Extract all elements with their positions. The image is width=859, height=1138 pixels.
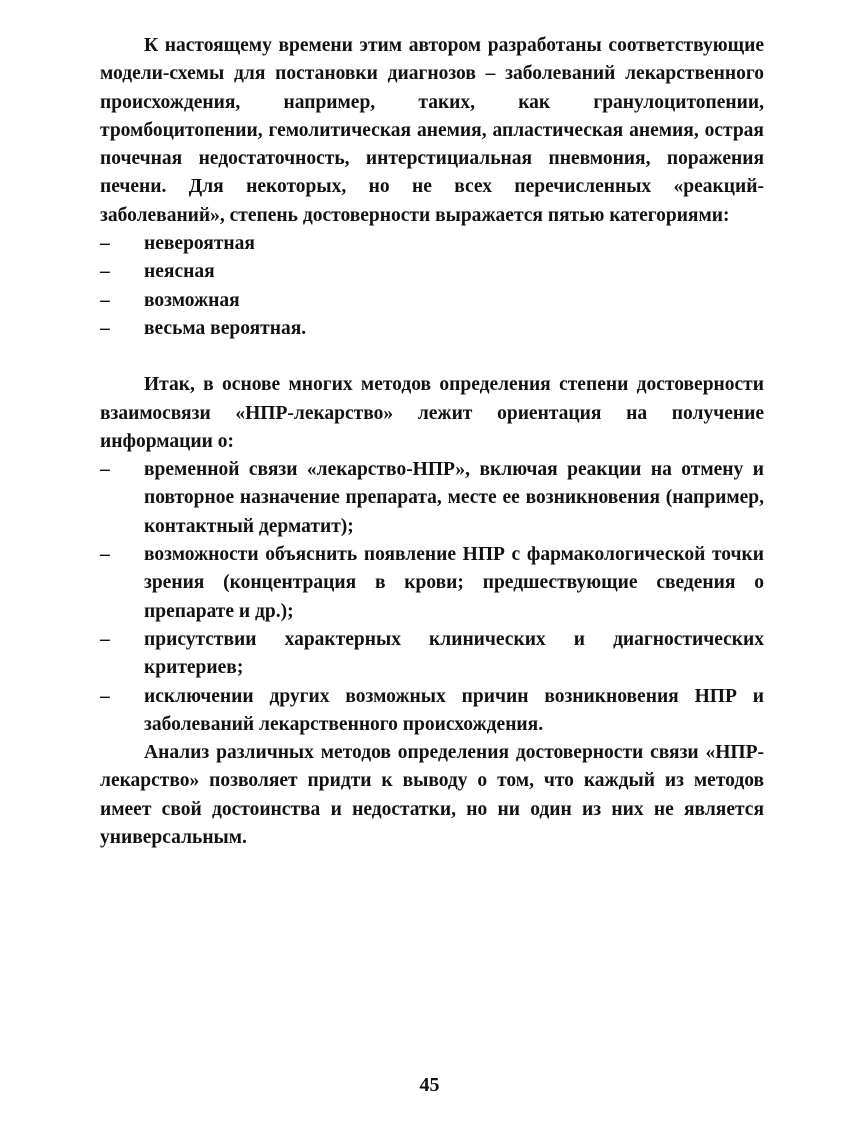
list-item: – невероятная [100, 230, 764, 258]
dash-marker: – [100, 459, 110, 481]
info-list [100, 456, 764, 739]
page-number: 45 [419, 1074, 440, 1096]
paragraph-methods: Итак, в основе многих методов определения степени достоверности взаимосвязи «НПР-лекарство» лежит ориентация на получение информации о: [100, 374, 764, 452]
dash-marker: – [100, 685, 110, 707]
category-list [100, 230, 764, 343]
dash-marker: – [100, 628, 110, 650]
list-item: – временной связи «лекарство-НПР», включая реакции на отмену и повторное назначение препарата, месте ее возникновения (например, контактный дерматит); [100, 456, 764, 541]
paragraph-intro: К настоящему времени этим автором разработаны соответствующие модели-схемы для постановки диагнозов – заболеваний лекарственного происхождения, например, таких, как гранулоцитопении, тромбоцитопении, гемолитическая анемия, апластическая анемия, острая почечная недостаточность, интерстициальная пневмония, поражения печени. Для некоторых, но не всех перечисленных «реакций-заболеваний», степень достоверности выражается пятью категориями: [100, 35, 764, 226]
list-item: – возможности объяснить появление НПР с фармакологической точки зрения (концентрация в крови; предшествующие сведения о препарате и др.); [100, 541, 764, 626]
list-item: – присутствии характерных клинических и диагностических критериев; [100, 626, 764, 683]
list-item: – возможная [100, 287, 764, 315]
dash-marker: – [100, 289, 110, 311]
dash-marker: – [100, 233, 110, 255]
dash-marker: – [100, 261, 110, 283]
page-body [100, 32, 764, 852]
list-item: – весьма вероятная. [100, 315, 764, 343]
spacer [100, 343, 764, 371]
list-item: – исключении других возможных причин возникновения НПР и заболеваний лекарственного происхождения. [100, 683, 764, 740]
paragraph-conclusion: Анализ различных методов определения достоверности связи «НПР-лекарство» позволяет придти к выводу о том, что каждый из методов имеет свой достоинства и недостатки, но ни один из них не является универсальным. [100, 742, 764, 849]
dash-marker: – [100, 544, 110, 566]
dash-marker: – [100, 317, 110, 339]
list-item: – неясная [100, 258, 764, 286]
